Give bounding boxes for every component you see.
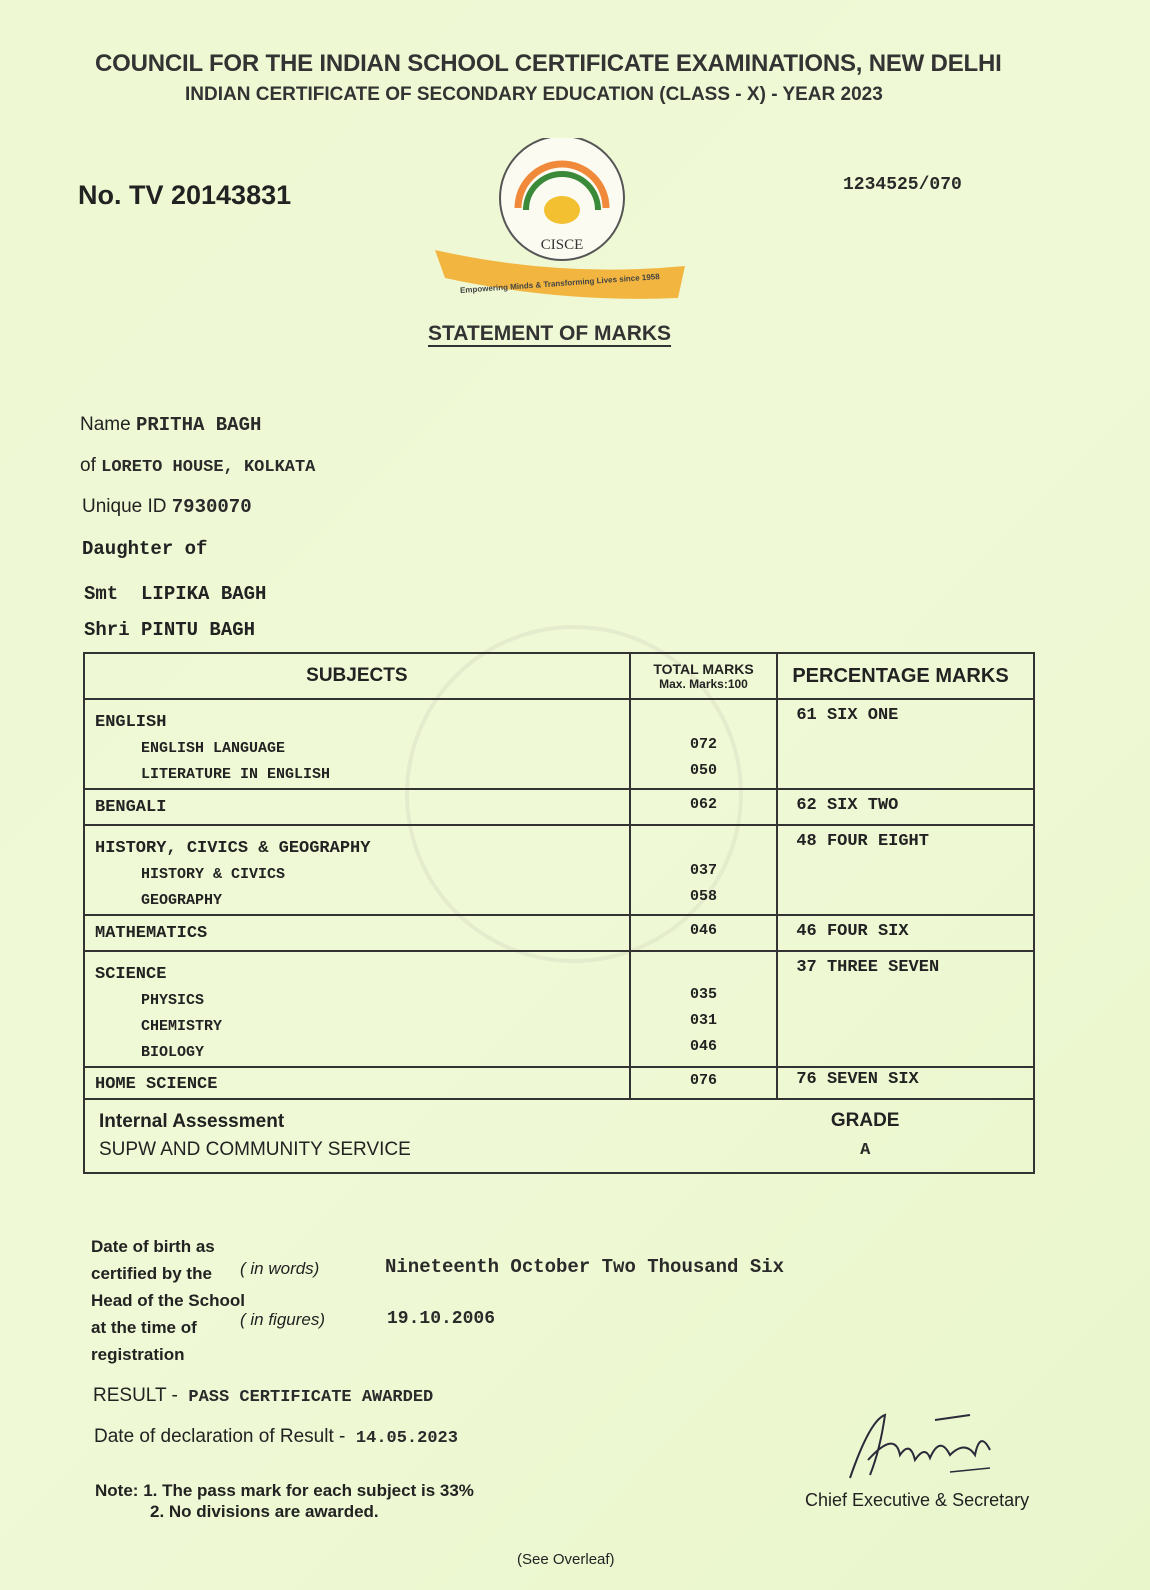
elephant-icon [544, 196, 580, 224]
mother-row [84, 583, 266, 605]
percentage: 48 FOUR EIGHT [777, 825, 1034, 915]
table-row [84, 1067, 1034, 1099]
ia-label: Internal Assessment [99, 1111, 285, 1132]
marks: 058 [689, 888, 717, 905]
figures-label: ( in figures) [240, 1310, 326, 1329]
declaration-label: Date of declaration of Result - [94, 1426, 346, 1447]
relation-label: Daughter of [82, 538, 208, 560]
subject-name: BENGALI [84, 789, 630, 825]
dob-words: Nineteenth October Two Thousand Six [385, 1256, 785, 1278]
cisce-logo [430, 138, 700, 308]
note-2: 2. No divisions are awarded. [150, 1502, 379, 1521]
col-total-max: Max. Marks:100 [659, 677, 748, 691]
result-value: PASS CERTIFICATE AWARDED [188, 1388, 434, 1407]
certificate-number: No. TV 20143831 [78, 180, 292, 210]
percentage: 62 SIX TWO [777, 789, 1034, 825]
dob-label-line: at the time of [91, 1318, 197, 1337]
marks: 076 [630, 1067, 778, 1099]
serial-number: 1234525/070 [843, 175, 962, 195]
marks-table [83, 652, 1035, 1174]
col-percentage: PERCENTAGE MARKS [777, 653, 1034, 699]
result-row [93, 1385, 433, 1407]
percentage: 37 THREE SEVEN [777, 951, 1034, 1067]
notes [95, 1480, 474, 1522]
dob-figures: 19.10.2006 [387, 1309, 496, 1329]
table-row [84, 825, 1034, 915]
table-row [84, 915, 1034, 951]
uid-label: Unique ID [82, 496, 167, 517]
subpaper-name: HISTORY & CIVICS [141, 866, 286, 883]
svg-text:CISCE: CISCE [540, 237, 584, 253]
marks: 062 [630, 789, 778, 825]
marks: 046 [689, 1038, 717, 1055]
subpaper-name: GEOGRAPHY [141, 892, 223, 909]
table-header [84, 653, 1034, 699]
dob-label-line: registration [91, 1345, 185, 1364]
marks: 031 [689, 1012, 717, 1029]
of-label: of [80, 455, 96, 476]
signature [840, 1400, 1010, 1490]
see-overleaf: (See Overleaf) [517, 1551, 615, 1568]
note-label: Note: [95, 1481, 139, 1500]
name-label: Name [80, 414, 131, 435]
percentage: 76 SEVEN SIX [777, 1067, 1034, 1099]
col-total [630, 653, 778, 699]
note-1: 1. The pass mark for each subject is 33% [143, 1481, 474, 1500]
internal-assessment-row [84, 1099, 1034, 1173]
subject-name: HISTORY, CIVICS & GEOGRAPHY [95, 839, 371, 858]
marks: 072 [689, 736, 717, 753]
marks: 046 [630, 915, 778, 951]
subpaper-name: PHYSICS [141, 992, 205, 1009]
declaration-date: 14.05.2023 [355, 1429, 458, 1448]
dob-label [91, 1233, 245, 1368]
marks: 035 [689, 986, 717, 1003]
grade-label: GRADE [830, 1110, 900, 1131]
marks: 050 [689, 762, 717, 779]
subject-name: ENGLISH [95, 713, 167, 732]
school-row [80, 455, 315, 477]
father-row [84, 619, 255, 641]
name-row [80, 414, 261, 436]
uid-row [82, 496, 252, 518]
ia-subject: SUPW AND COMMUNITY SERVICE [99, 1139, 411, 1160]
mother-label: Smt [84, 583, 119, 605]
father-label: Shri [84, 619, 130, 641]
unique-id: 7930070 [171, 496, 252, 518]
student-name: PRITHA BAGH [135, 414, 262, 436]
col-total-label: TOTAL MARKS [653, 661, 754, 677]
dob-label-line: certified by the [91, 1264, 212, 1283]
table-row [84, 789, 1034, 825]
grade-value: A [860, 1141, 871, 1160]
percentage: 46 FOUR SIX [777, 915, 1034, 951]
subpaper-name: LITERATURE IN ENGLISH [141, 766, 331, 783]
svg-text:Empowering Minds & Transformin: Empowering Minds & Transforming Lives since 1958 [459, 272, 660, 295]
subpaper-name: CHEMISTRY [141, 1018, 223, 1035]
marks: 037 [689, 862, 717, 879]
subject-name: SCIENCE [95, 965, 167, 984]
father-name: PINTU BAGH [141, 619, 256, 641]
signatory-title: Chief Executive & Secretary [805, 1490, 1030, 1510]
document-title: STATEMENT OF MARKS [428, 322, 672, 345]
school-name: LORETO HOUSE, KOLKATA [101, 458, 316, 477]
col-subjects: SUBJECTS [84, 653, 630, 699]
mother-name: LIPIKA BAGH [141, 583, 267, 605]
subpaper-name: ENGLISH LANGUAGE [141, 740, 286, 757]
dob-label-line: Head of the School [91, 1291, 245, 1310]
dob-label-line: Date of birth as [91, 1237, 215, 1256]
council-heading: COUNCIL FOR THE INDIAN SCHOOL CERTIFICATE EXAMINATIONS, NEW DELHI [95, 50, 1002, 77]
exam-heading: INDIAN CERTIFICATE OF SECONDARY EDUCATION (CLASS - X) - YEAR 2023 [185, 84, 883, 105]
declaration-row [94, 1426, 458, 1448]
percentage: 61 SIX ONE [777, 699, 1034, 789]
subject-name: MATHEMATICS [84, 915, 630, 951]
subpaper-name: BIOLOGY [141, 1044, 205, 1061]
words-label: ( in words) [240, 1259, 320, 1278]
subject-name: HOME SCIENCE [84, 1067, 630, 1099]
table-row [84, 951, 1034, 1067]
result-label: RESULT - [93, 1385, 178, 1406]
table-row [84, 699, 1034, 789]
